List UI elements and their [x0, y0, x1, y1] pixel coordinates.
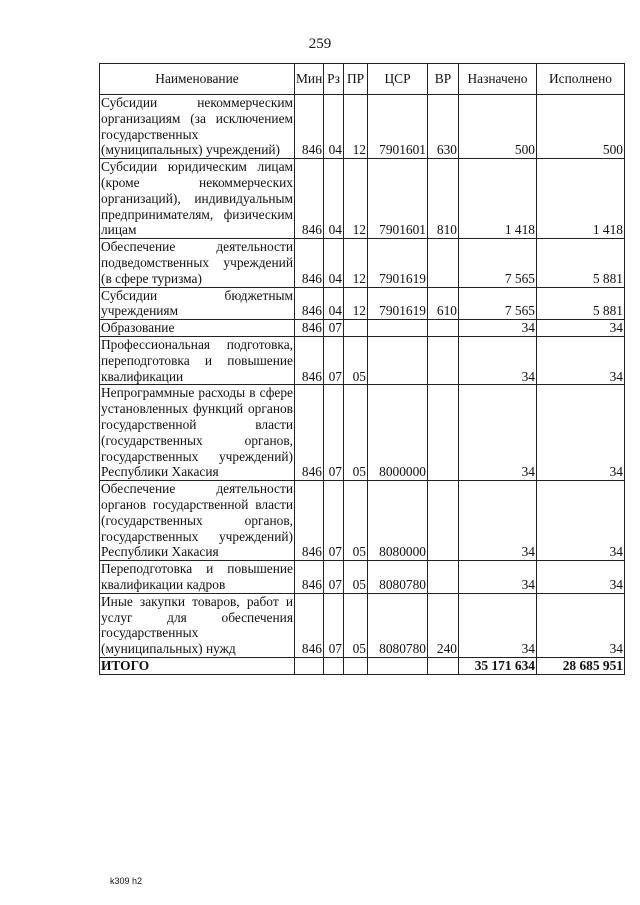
- table-header-row: [100, 64, 625, 95]
- row-executed: 1 418: [537, 159, 625, 239]
- row-pr: 05: [344, 593, 368, 657]
- row-pr: 05: [344, 385, 368, 481]
- row-vr: [428, 336, 459, 384]
- row-name: Субсидии бюджетным учреждениям: [101, 287, 293, 319]
- row-executed: 500: [537, 95, 625, 159]
- row-assigned: 1 418: [459, 159, 537, 239]
- row-assigned: 34: [459, 481, 537, 561]
- row-pr: 12: [344, 239, 368, 287]
- table-row: [100, 336, 625, 384]
- row-pr: 12: [344, 287, 368, 320]
- row-executed: 34: [537, 481, 625, 561]
- row-name: Иные закупки товаров, работ и услуг для обеспечения государственных (муниципальных) нужд: [101, 593, 293, 657]
- header-min: Мин: [295, 64, 324, 95]
- row-min: 846: [295, 95, 324, 159]
- row-pr: 05: [344, 336, 368, 384]
- row-name: Профессиональная подготовка, переподготовка и повышение квалификации: [101, 336, 293, 384]
- row-executed: 34: [537, 593, 625, 657]
- header-csr: ЦСР: [368, 64, 428, 95]
- row-executed: 34: [537, 336, 625, 384]
- row-name: Образование: [100, 320, 295, 337]
- row-csr: 8000000: [368, 385, 428, 481]
- row-pr: 05: [344, 481, 368, 561]
- row-assigned: 34: [459, 385, 537, 481]
- table-row: [100, 593, 625, 657]
- row-csr: 8080780: [368, 561, 428, 594]
- row-vr: [428, 481, 459, 561]
- row-rz: 07: [324, 385, 344, 481]
- row-vr: [428, 385, 459, 481]
- row-rz: 07: [324, 593, 344, 657]
- row-vr: 810: [428, 159, 459, 239]
- row-csr: [368, 320, 428, 337]
- row-name: Непрограммные расходы в сфере установленных функций органов государственной власти (государственных органов, государственных учреждений) Республики Хакасия: [101, 385, 293, 480]
- row-min: 846: [295, 287, 324, 320]
- header-assigned: Назначено: [459, 64, 537, 95]
- table-row: [100, 320, 625, 337]
- page-number: 259: [308, 36, 332, 52]
- table-row: [100, 287, 625, 320]
- row-csr: 7901619: [368, 287, 428, 320]
- row-rz: 07: [324, 561, 344, 594]
- row-assigned: 7 565: [459, 287, 537, 320]
- row-rz: 04: [324, 159, 344, 239]
- row-rz: 07: [324, 320, 344, 337]
- row-vr: 630: [428, 95, 459, 159]
- row-executed: 5 881: [537, 239, 625, 287]
- row-min: 846: [295, 320, 324, 337]
- row-vr: [428, 239, 459, 287]
- table-row: [100, 95, 625, 159]
- budget-table: [99, 63, 625, 675]
- header-executed: Исполнено: [537, 64, 625, 95]
- row-assigned: 500: [459, 95, 537, 159]
- row-csr: 7901619: [368, 239, 428, 287]
- total-row: [100, 657, 625, 674]
- header-rz: Рз: [324, 64, 344, 95]
- row-csr: 7901601: [368, 159, 428, 239]
- row-min: 846: [295, 336, 324, 384]
- row-rz: 04: [324, 95, 344, 159]
- row-rz: 07: [324, 481, 344, 561]
- row-min: 846: [295, 561, 324, 594]
- row-name: Переподготовка и повышение квалификации кадров: [101, 561, 293, 592]
- row-vr: 610: [428, 287, 459, 320]
- header-name: Наименование: [100, 64, 295, 95]
- row-executed: 5 881: [537, 287, 625, 320]
- table-row: [100, 239, 625, 287]
- row-min: 846: [295, 481, 324, 561]
- row-executed: 34: [537, 385, 625, 481]
- row-executed: 34: [537, 561, 625, 594]
- row-min: 846: [295, 593, 324, 657]
- total-executed: 28 685 951: [537, 657, 625, 674]
- row-name: Обеспечение деятельности подведомственных учреждений (в сфере туризма): [101, 239, 293, 286]
- row-csr: 7901601: [368, 95, 428, 159]
- row-pr: [344, 320, 368, 337]
- row-min: 846: [295, 239, 324, 287]
- row-vr: [428, 561, 459, 594]
- row-rz: 04: [324, 239, 344, 287]
- row-csr: [368, 336, 428, 384]
- table-row: [100, 385, 625, 481]
- row-csr: 8080000: [368, 481, 428, 561]
- row-csr: 8080780: [368, 593, 428, 657]
- row-assigned: 34: [459, 320, 537, 337]
- total-label: ИТОГО: [100, 657, 295, 674]
- row-assigned: 7 565: [459, 239, 537, 287]
- table-row: [100, 481, 625, 561]
- header-pr: ПР: [344, 64, 368, 95]
- row-vr: 240: [428, 593, 459, 657]
- row-assigned: 34: [459, 336, 537, 384]
- row-min: 846: [295, 159, 324, 239]
- row-name: Субсидии некоммерческим организациям (за исключением государственных (муниципальных) учреждений): [101, 95, 293, 158]
- footer-code: k309 h2: [110, 876, 143, 886]
- row-pr: 05: [344, 561, 368, 594]
- row-vr: [428, 320, 459, 337]
- row-executed: 34: [537, 320, 625, 337]
- row-assigned: 34: [459, 561, 537, 594]
- table-row: [100, 561, 625, 594]
- row-pr: 12: [344, 95, 368, 159]
- row-name: Субсидии юридическим лицам (кроме некоммерческих организаций), индивидуальным предпринимателям, физическим лицам: [101, 159, 293, 238]
- row-min: 846: [295, 385, 324, 481]
- table-row: [100, 159, 625, 239]
- row-pr: 12: [344, 159, 368, 239]
- row-rz: 04: [324, 287, 344, 320]
- total-assigned: 35 171 634: [459, 657, 537, 674]
- header-vr: ВР: [428, 64, 459, 95]
- row-assigned: 34: [459, 593, 537, 657]
- row-rz: 07: [324, 336, 344, 384]
- row-name: Обеспечение деятельности органов государственной власти (государственных органов, государственных учреждений) Республики Хакасия: [101, 481, 293, 560]
